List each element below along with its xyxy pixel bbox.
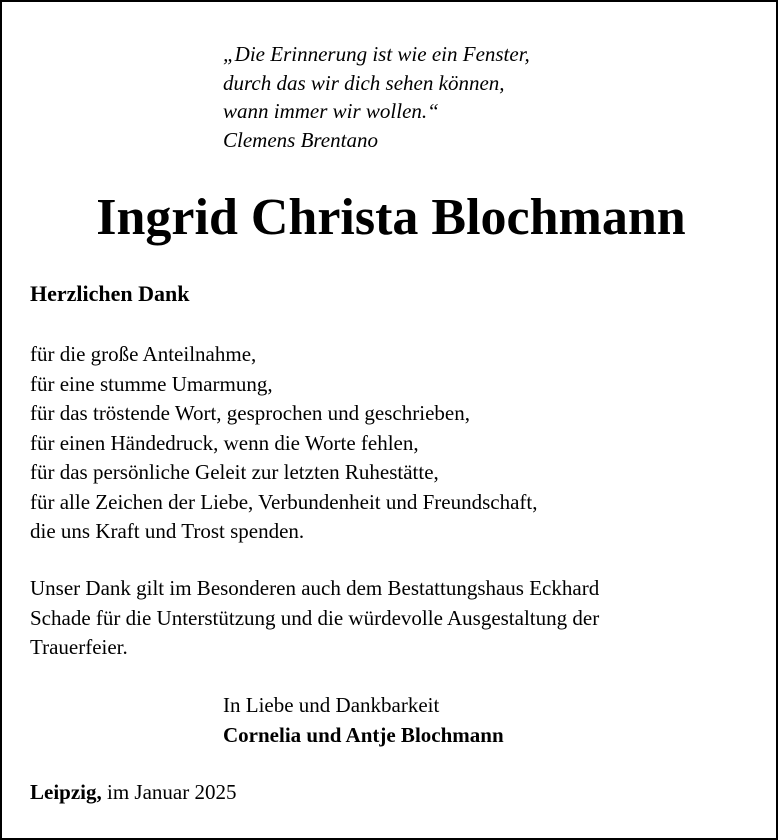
thanks-line: für eine stumme Umarmung, xyxy=(30,371,273,396)
quote-line: wann immer wir wollen.“ xyxy=(223,99,439,124)
special-thanks-paragraph xyxy=(30,574,599,663)
signatories: Cornelia und Antje Blochmann xyxy=(223,723,504,747)
thanks-list xyxy=(30,340,538,547)
closing-block xyxy=(223,690,504,750)
thanks-line: die uns Kraft und Trost spenden. xyxy=(30,519,305,543)
place-date xyxy=(30,777,236,807)
quote-author: Clemens Brentano xyxy=(223,127,378,152)
place: Leipzig, xyxy=(30,780,102,804)
closing-phrase: In Liebe und Dankbarkeit xyxy=(223,693,440,717)
deceased-name: Ingrid Christa Blochmann xyxy=(96,189,686,246)
thanks-line: für einen Händedruck, wenn die Worte fehlen, xyxy=(30,430,419,455)
thanks-line: für das tröstende Wort, gesprochen und geschrieben, xyxy=(30,401,470,425)
quote-line: „Die Erinnerung ist wie ein Fenster, xyxy=(223,42,530,66)
thanks-line: für die große Anteilnahme, xyxy=(30,342,257,366)
thanks-line: für alle Zeichen der Liebe, Verbundenheit und Freundschaft, xyxy=(30,489,538,514)
quote-line: durch das wir dich sehen können, xyxy=(223,70,505,95)
quote-block xyxy=(223,40,530,154)
special-thanks-line: Trauerfeier. xyxy=(30,635,128,659)
date: im Januar 2025 xyxy=(107,780,237,804)
thanks-line: für das persönliche Geleit zur letzten Ruhestätte, xyxy=(30,460,439,484)
special-thanks-line: Schade für die Unterstützung und die würdevolle Ausgestaltung der xyxy=(30,605,600,630)
thanks-heading: Herzlichen Dank xyxy=(30,281,190,306)
special-thanks-line: Unser Dank gilt im Besonderen auch dem Bestattungshaus Eckhard xyxy=(30,576,600,600)
